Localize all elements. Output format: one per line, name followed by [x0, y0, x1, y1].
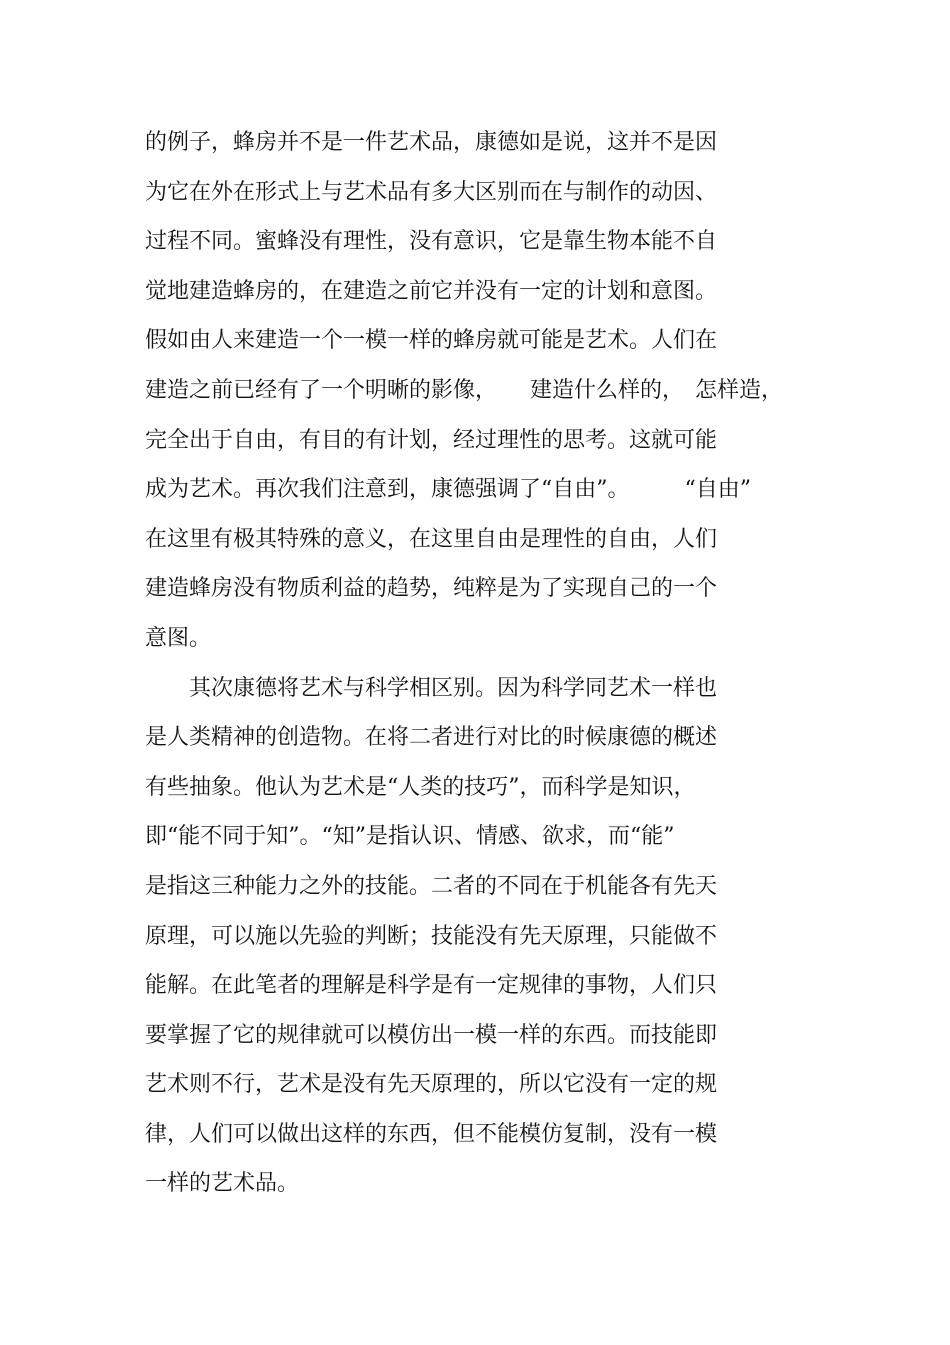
text-line: 有些抽象。他认为艺术是“人类的技巧”，而科学是知识，	[145, 774, 696, 800]
text-line: 建造之前已经有了一个明晰的影像， 建造什么样的， 怎样造，	[145, 377, 784, 403]
text-line: 律，人们可以做出这样的东西，但不能模仿复制，没有一模	[145, 1121, 718, 1147]
text-line: 是指这三种能力之外的技能。二者的不同在于机能各有先天	[145, 873, 718, 899]
text-line: 在这里有极其特殊的意义，在这里自由是理性的自由，人们	[145, 526, 718, 552]
text-line: 成为艺术。再次我们注意到，康德强调了“自由”。 “自由”	[145, 477, 751, 503]
text-line: 觉地建造蜂房的，在建造之前它并没有一定的计划和意图。	[145, 278, 718, 304]
text-line: 艺术则不行，艺术是没有先天原理的，所以它没有一定的规	[145, 1072, 718, 1098]
text-line: 要掌握了它的规律就可以模仿出一模一样的东西。而技能即	[145, 1022, 718, 1048]
text-line: 为它在外在形式上与艺术品有多大区别而在与制作的动因、	[145, 179, 718, 205]
text-line: 能解。在此笔者的理解是科学是有一定规律的事物，人们只	[145, 973, 718, 999]
text-line: 其次康德将艺术与科学相区别。因为科学同艺术一样也	[145, 675, 718, 701]
body-text	[145, 118, 825, 1209]
text-line: 建造蜂房没有物质利益的趋势，纯粹是为了实现自己的一个	[145, 576, 718, 602]
text-line: 意图。	[145, 625, 212, 651]
text-line: 假如由人来建造一个一模一样的蜂房就可能是艺术。人们在	[145, 328, 718, 354]
text-line: 即“能不同于知”。“知”是指认识、情感、欲求，而“能”	[145, 824, 675, 850]
text-line: 的例子，蜂房并不是一件艺术品，康德如是说，这并不是因	[145, 130, 718, 155]
text-line: 一样的艺术品。	[145, 1171, 300, 1197]
text-line: 过程不同。蜜蜂没有理性，没有意识，它是靠生物本能不自	[145, 229, 718, 255]
text-line: 原理，可以施以先验的判断；技能没有先天原理，只能做不	[145, 923, 718, 949]
text-line: 完全出于自由，有目的有计划，经过理性的思考。这就可能	[145, 427, 718, 453]
text-line: 是人类精神的创造物。在将二者进行对比的时候康德的概述	[145, 725, 718, 751]
